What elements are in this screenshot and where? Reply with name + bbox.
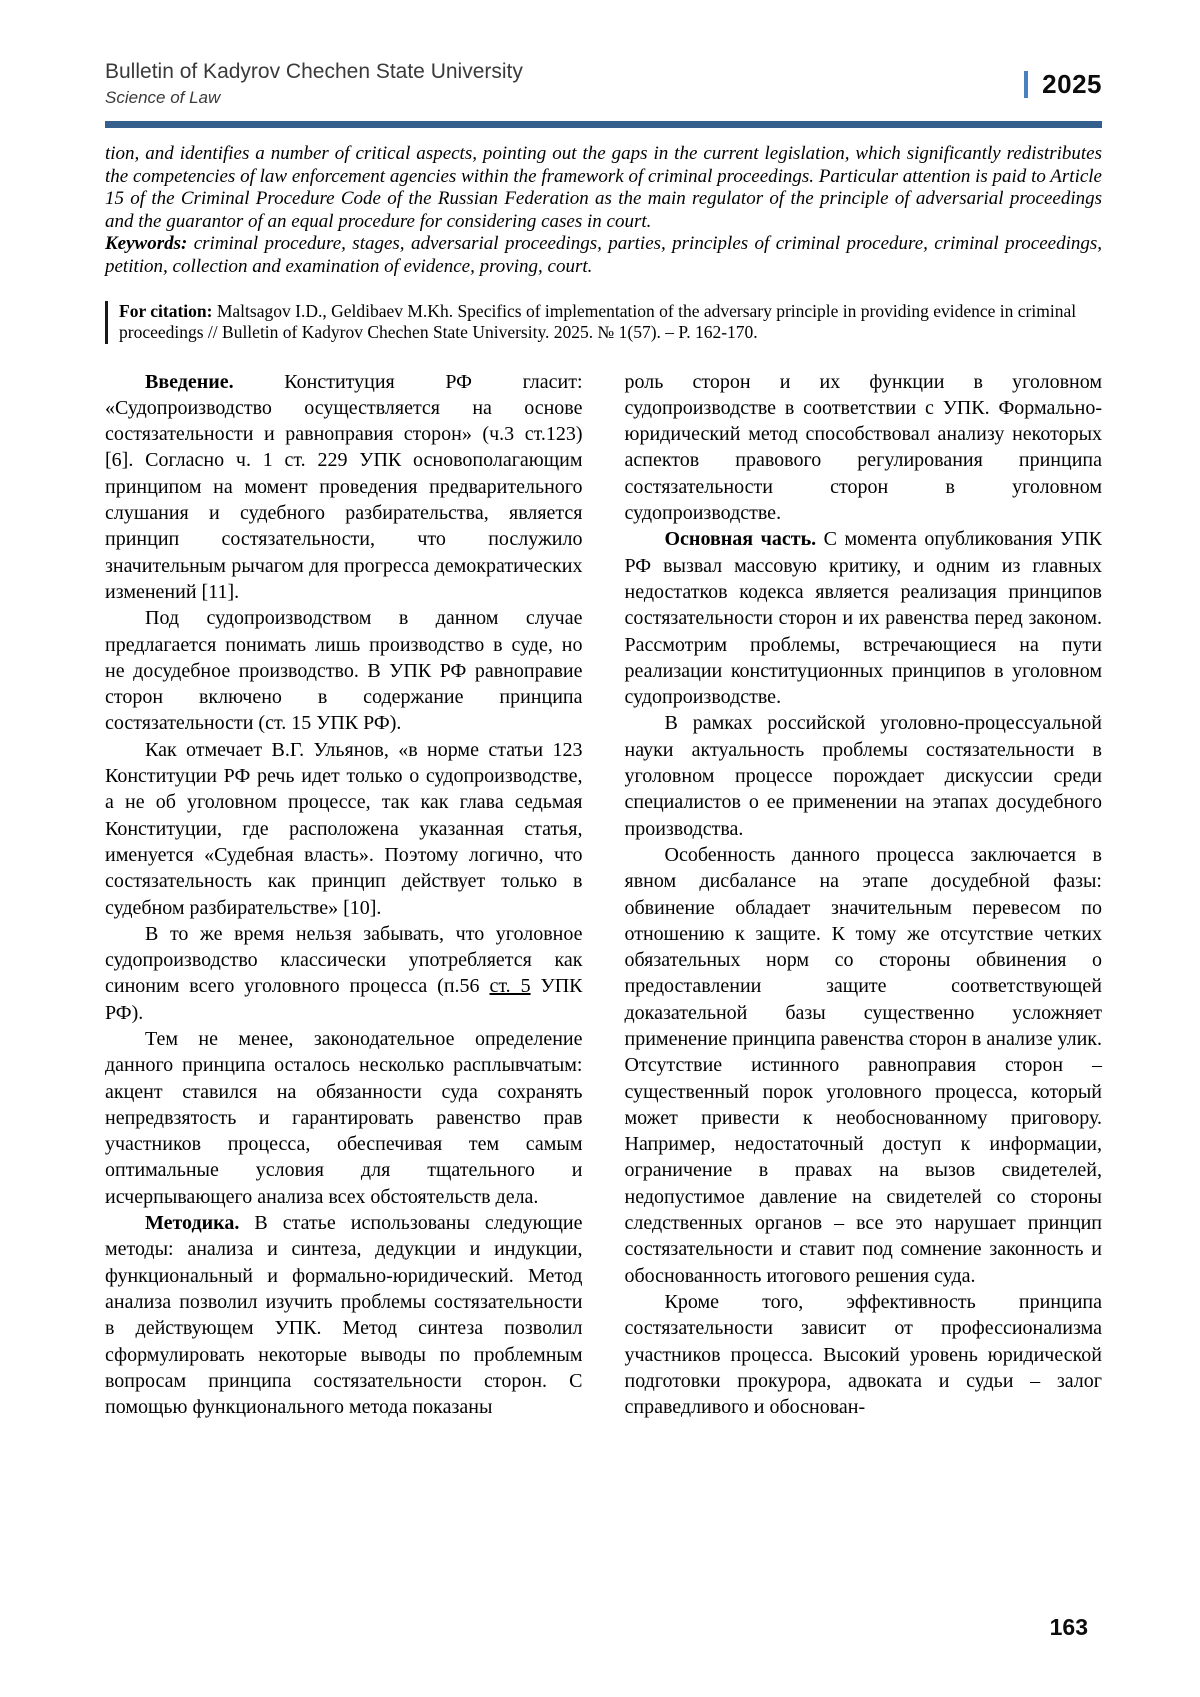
journal-section: Science of Law <box>105 88 221 107</box>
journal-block <box>105 60 523 108</box>
body-paragraph <box>625 1289 1103 1420</box>
citation-line <box>119 301 1102 344</box>
body-paragraph <box>625 526 1103 710</box>
abstract-section <box>105 143 1102 279</box>
section-heading: Основная часть. <box>664 528 817 551</box>
body-paragraph <box>625 842 1103 1289</box>
issue-year: 2025 <box>1042 68 1102 99</box>
body-paragraph <box>105 369 583 606</box>
issue-year-block <box>1024 69 1102 100</box>
header-rule <box>105 121 1102 128</box>
paragraph-text: роль сторон и их функции в уголовном судопроизводстве в соответствии с УПК. Формально-юридический метод способствовал анализу некоторых аспектов правового регулирования принципа состязательности сторон в уголовном судопроизводстве. <box>624 370 1102 525</box>
section-heading: Введение. <box>145 370 234 393</box>
paragraph-text: Особенность данного процесса заключается в явном дисбалансе на этапе досудебной фазы: обвинение обладает значительным перевесом по отношению к защите. К тому же отсутствие четких обязательных норм со стороны обвинения о предоставлении защите соответствующей доказательной базы существенно усложняет применение принципа равенства сторон в анализе улик. Отсутствие истинного равноправия сторон – существенный порок уголовного процесса, который может привести к необоснованному приговору. Например, недостаточный доступ к информации, ограничение в правах на вызов свидетелей, недопустимое давление на свидетелей со стороны следственных органов – все это нарушает принцип состязательности и ставит под сомнение законность и обоснованность итогового решения суда. <box>624 843 1102 1287</box>
body-paragraph <box>105 737 583 921</box>
citation-text: Maltsagov I.D., Geldibaev M.Kh. Specifics of implementation of the adversary principle in providing evidence in criminal proceedings // Bulletin of Kadyrov Chechen State University. 2025. № 1(57). – P. 162-170. <box>119 300 1077 343</box>
paragraph-text: В то же время нельзя забывать, что уголовное судопроизводство классически употребляется как синоним всего уголовного процесса (п.56 <box>105 922 583 998</box>
keywords-text: criminal procedure, stages, adversarial proceedings, parties, principles of criminal procedure, criminal proceedings, petition, collection and examination of evidence, proving, court. <box>105 233 1102 277</box>
paragraph-text: Как отмечает В.Г. Ульянов, «в норме статьи 123 Конституции РФ речь идет только о судопроизводстве, а не об уголовном процессе, так как глава седьмая Конституции, где расположена указанная статья, именуется «Судебная власть». Поэтому логично, что состязательность как принцип действует только в судебном разбирательстве» [10]. <box>105 738 583 919</box>
citation-label: For citation: <box>119 300 213 321</box>
citation-block <box>105 301 1102 344</box>
paragraph-text: УПК РФ). <box>105 975 583 1024</box>
paragraph-text: Тем не менее, законодательное определение данного принципа осталось несколько расплывчатым: акцент ставился на обязанности суда сохранять непредвзятость и гарантировать равенство прав участников процесса, обеспечивая тем самым оптимальные условия для тщательного и исчерпывающего анализа всех обстоятельств дела. <box>105 1027 583 1208</box>
paragraph-text: С момента опубликования УПК РФ вызвал массовую критику, и одним из главных недостатков кодекса является реализация принципов состязательности сторон и их равенства перед законом. Рассмотрим проблемы, встречающиеся на пути реализации конституционных принципов в уголовном судопроизводстве. <box>624 528 1102 709</box>
page-header <box>105 60 1102 108</box>
paragraph-text: В статье использованы следующие методы: анализа и синтеза, дедукции и индукции, функциональный и формально-юридический. Метод анализа позволил изучить проблемы состязательности в действующем УПК. Метод синтеза позволил сформулировать некоторые выводы по проблемным вопросам принципа состязательности сторон. С помощью функционального метода показаны <box>105 1212 583 1419</box>
right-column <box>625 369 1103 1421</box>
article-body <box>105 369 1102 1421</box>
abstract-text: tion, and identifies a number of critical aspects, pointing out the gaps in the current legislation, which significantly redistributes the competencies of law enforcement agencies within the framework of criminal proceedings. Particular attention is paid to Article 15 of the Criminal Procedure Code of the Russian Federation as the main regulator of the principle of adversarial proceedings and the guarantor of an equal procedure for considering cases in court. <box>105 143 1102 232</box>
body-paragraph <box>105 921 583 1026</box>
body-paragraph <box>625 710 1103 841</box>
paragraph-text: Под судопроизводством в данном случае предлагается понимать лишь производство в суде, но не досудебное производство. В УПК РФ равноправие сторон включено в содержание принципа состязательности (ст. 15 УПК РФ). <box>105 607 583 735</box>
paragraph-text: Конституция РФ гласит: «Судопроизводство осуществляется на основе состязательности и равноправия сторон» (ч.3 ст.123) [6]. Согласно ч. 1 ст. 229 УПК основополагающим принципом на момент проведения предварительного слушания и судебного разбирательства, является принцип состязательности, что послужило значительным рычагом для прогресса демократических изменений [11]. <box>105 370 583 603</box>
left-column <box>105 369 583 1421</box>
paragraph-text: Кроме того, эффективность принципа состязательности зависит от профессионализма участников процесса. Высокий уровень юридической подготовки прокурора, адвоката и судьи – залог справедливого и обоснован- <box>624 1290 1102 1419</box>
year-divider-bar <box>1024 71 1028 98</box>
body-paragraph <box>105 605 583 736</box>
paragraph-text: В рамках российской уголовно-процессуальной науки актуальность проблемы состязательности в уголовном процессе порождает дискуссии среди специалистов о ее применении на этапах досудебного производства. <box>624 712 1102 840</box>
page-number: 163 <box>1049 1614 1088 1640</box>
section-heading: Методика. <box>145 1212 240 1235</box>
body-paragraph <box>105 1026 583 1210</box>
body-paragraph <box>105 1210 583 1420</box>
keywords-label: Keywords: <box>105 233 188 255</box>
keywords-line <box>105 233 1102 278</box>
underlined-reference: ст. 5 <box>489 975 531 998</box>
body-paragraph <box>625 369 1103 527</box>
journal-title: Bulletin of Kadyrov Chechen State University <box>105 60 523 83</box>
